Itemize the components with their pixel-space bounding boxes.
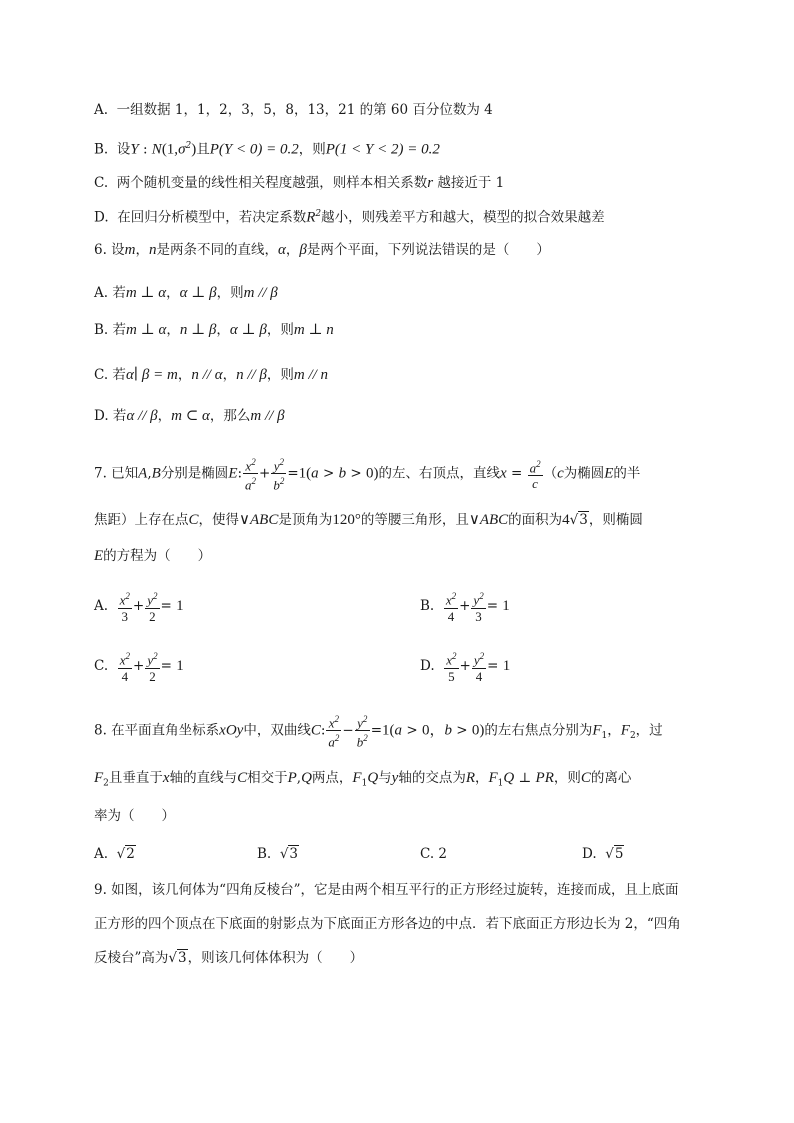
q6-stem: 6. 设m，n是两条不同的直线，α，β是两个平面，下列说法错误的是（ ） (94, 242, 550, 258)
q9-line-1: 9. 如图，该几何体为“四角反棱台”，它是由两个相互平行的正方形经过旋转，连接而成，且上底面 (94, 882, 679, 898)
q7-option-b: B. $\frac{x^2}{4}$ + $\frac{y^2}{3}$ = 1 (420, 591, 510, 624)
q6-option-d: D. 若α // β，m ⊂ α，那么m // β (94, 408, 285, 424)
q8-option-a: A. √2 (94, 846, 135, 862)
q8-line-1: 8. 在平面直角坐标系xOy中，双曲线C: $\frac{x^2}{a^2}$ − $\frac{y^2}{b^2}$ =1(a > 0，b > 0)的左右焦点分别为$F_1$，$F_2$，过 (94, 714, 663, 750)
q7-option-d: D. $\frac{x^2}{5}$ + $\frac{y^2}{4}$ = 1 (420, 651, 511, 684)
q7-option-a: A. $\frac{x^2}{3}$ + $\frac{y^2}{2}$ = 1 (94, 591, 184, 624)
q9-line-3: 反棱台”高为√3，则该几何体体积为（ ） (94, 950, 364, 966)
q7-option-c: C. $\frac{x^2}{4}$ + $\frac{y^2}{2}$ = 1 (94, 651, 184, 684)
q5-option-d: D. 在回归分析模型中，若决定系数$R^2$越小，则残差平方和越大，模型的拟合效果越差 (94, 209, 605, 226)
q5-option-c: C. 两个随机变量的线性相关程度越强，则样本相关系数r 越接近于 1 (94, 175, 505, 191)
q6-option-c: C. 若α∣ β = m，n // α，n // β，则m // n (94, 367, 329, 383)
q6-option-b: B. 若m ⊥ α，n ⊥ β，α ⊥ β，则m ⊥ n (94, 322, 334, 338)
q8-line-2: $F_2$且垂直于x轴的直线与C相交于P,Q两点，$F_1Q$与y轴的交点为R，$F_1Q$ ⊥ PR，则C的离心 (94, 770, 632, 789)
q8-option-d: D. √5 (582, 846, 624, 862)
q8-option-c: C. 2 (420, 846, 448, 862)
q5-option-a: A. 一组数据 1，1，2，3，5，8，13，21 的第 60 百分位数为 4 (94, 102, 493, 118)
q7-line-3: E的方程为（ ） (94, 548, 212, 564)
q9-line-2: 正方形的四个顶点在下底面的射影点为下底面正方形各边的中点．若下底面正方形边长为 2，“四角 (94, 916, 681, 932)
q6-option-a: A. 若m ⊥ α，α ⊥ β，则m // β (94, 285, 278, 301)
q8-line-3: 率为（ ） (94, 808, 175, 824)
q7-line-1: 7. 已知A,B分别是椭圆E: $\frac{x^2}{a^2}$ + $\frac{y^2}{b^2}$ =1(a > b > 0)的左、右顶点，直线x = $\frac{a^2}{c}$ （c为椭圆E的半 (94, 457, 641, 493)
q8-option-b: B. √3 (257, 846, 299, 862)
q7-line-2: 焦距）上存在点C，使得∨ABC是顶角为120°的等腰三角形，且∨ABC的面积为4√3，则椭圆 (94, 512, 643, 528)
q5-option-b: B. 设Y : $N(1,\sigma^2)$且P(Y < 0) = 0.2，则P(1 < Y < 2) = 0.2 (94, 141, 440, 158)
